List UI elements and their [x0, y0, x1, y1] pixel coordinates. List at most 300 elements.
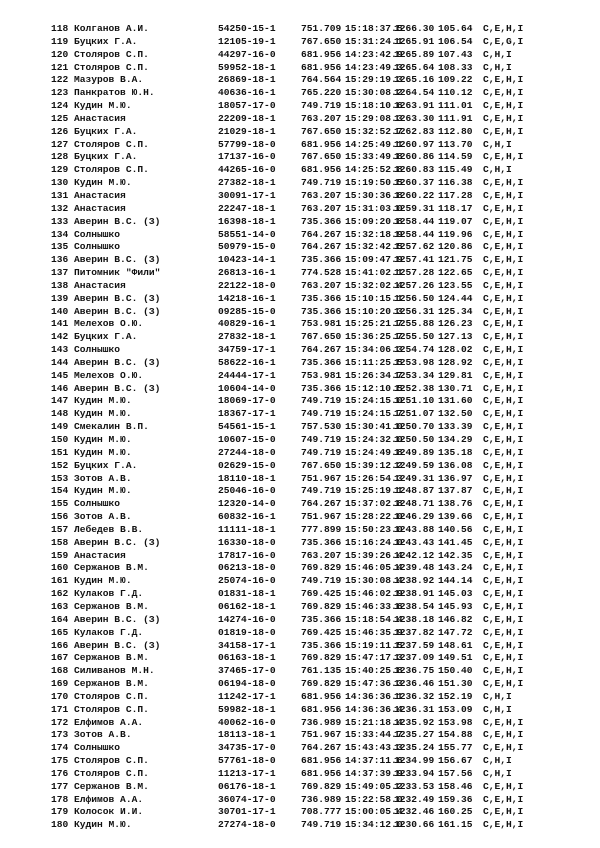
category-flags: C,E,H,I	[483, 408, 524, 420]
points-value: 149.51	[438, 652, 473, 664]
category-flags: C,H,I	[483, 703, 512, 715]
ring-number: 10423-14-1	[218, 254, 276, 266]
speed-value: 1235.27	[394, 729, 435, 741]
arrival-time: 15:46:02.9	[345, 588, 403, 600]
ring-number: 59952-18-1	[218, 61, 276, 73]
participant-name: Столяров С.П.	[74, 703, 149, 715]
distance-value: 749.719	[301, 395, 342, 407]
distance-value: 763.207	[301, 189, 342, 201]
speed-value: 1238.18	[394, 613, 435, 625]
ring-number: 16398-18-1	[218, 215, 276, 227]
points-value: 136.08	[438, 459, 473, 471]
points-value: 140.56	[438, 523, 473, 535]
speed-value: 1237.59	[394, 639, 435, 651]
distance-value: 757.530	[301, 421, 342, 433]
points-value: 145.03	[438, 588, 473, 600]
participant-name: Анастасия	[74, 202, 126, 214]
category-flags: C,E,H,I	[483, 292, 524, 304]
ring-number: 27274-18-0	[218, 819, 276, 831]
place-number: 176	[51, 767, 69, 779]
category-flags: C,E,H,I	[483, 613, 524, 625]
distance-value: 767.650	[301, 35, 342, 47]
category-flags: C,E,H,I	[483, 395, 524, 407]
points-value: 126.23	[438, 318, 473, 330]
ring-number: 40062-16-0	[218, 716, 276, 728]
distance-value: 767.650	[301, 151, 342, 163]
category-flags: C,E,H,I	[483, 562, 524, 574]
participant-name: Кудин М.Ю.	[74, 446, 132, 458]
ring-number: 30701-17-1	[218, 806, 276, 818]
place-number: 121	[51, 61, 69, 73]
category-flags: C,E,H,I	[483, 279, 524, 291]
category-flags: C,H,I	[483, 690, 512, 702]
speed-value: 1250.70	[394, 421, 435, 433]
points-value: 121.75	[438, 254, 473, 266]
ring-number: 16330-18-0	[218, 536, 276, 548]
ring-number: 58551-14-0	[218, 228, 276, 240]
category-flags: C,E,H,I	[483, 665, 524, 677]
category-flags: C,E,H,I	[483, 215, 524, 227]
points-value: 152.19	[438, 690, 473, 702]
distance-value: 681.956	[301, 138, 342, 150]
speed-value: 1238.92	[394, 575, 435, 587]
distance-value: 763.207	[301, 279, 342, 291]
distance-value: 735.366	[301, 356, 342, 368]
arrival-time: 15:33:49.8	[345, 151, 403, 163]
speed-value: 1256.50	[394, 292, 435, 304]
participant-name: Елфимов А.А.	[74, 716, 144, 728]
distance-value: 764.564	[301, 74, 342, 86]
speed-value: 1263.30	[394, 112, 435, 124]
arrival-time: 15:29:08.3	[345, 112, 403, 124]
place-number: 172	[51, 716, 69, 728]
speed-value: 1257.62	[394, 241, 435, 253]
arrival-time: 15:30:36.8	[345, 189, 403, 201]
distance-value: 735.366	[301, 639, 342, 651]
category-flags: C,E,H,I	[483, 549, 524, 561]
arrival-time: 15:32:42.5	[345, 241, 403, 253]
participant-name: Мазуров В.А.	[74, 74, 144, 86]
participant-name: Буцких Г.А.	[74, 459, 138, 471]
points-value: 117.28	[438, 189, 473, 201]
ring-number: 17817-16-0	[218, 549, 276, 561]
ring-number: 44297-16-0	[218, 48, 276, 60]
points-value: 111.91	[438, 112, 473, 124]
participant-name: Столяров С.П.	[74, 138, 149, 150]
arrival-time: 15:41:02.1	[345, 267, 403, 279]
points-value: 116.38	[438, 177, 473, 189]
category-flags: C,E,H,I	[483, 780, 524, 792]
place-number: 163	[51, 600, 69, 612]
distance-value: 769.829	[301, 678, 342, 690]
distance-value: 735.366	[301, 305, 342, 317]
ring-number: 25074-16-0	[218, 575, 276, 587]
arrival-time: 15:32:02.4	[345, 279, 403, 291]
category-flags: C,E,H,I	[483, 472, 524, 484]
points-value: 128.92	[438, 356, 473, 368]
category-flags: C,E,H,I	[483, 87, 524, 99]
ring-number: 18057-17-0	[218, 100, 276, 112]
participant-name: Анастасия	[74, 279, 126, 291]
points-value: 113.70	[438, 138, 473, 150]
points-value: 157.56	[438, 767, 473, 779]
points-value: 109.22	[438, 74, 473, 86]
arrival-time: 15:31:03.0	[345, 202, 403, 214]
speed-value: 1236.46	[394, 678, 435, 690]
speed-value: 1250.50	[394, 434, 435, 445]
ring-number: 02629-15-0	[218, 459, 276, 471]
ring-number: 44265-16-0	[218, 164, 276, 176]
category-flags: C,E,H,I	[483, 485, 524, 497]
participant-name: Кудин М.Ю.	[74, 395, 132, 407]
distance-value: 708.777	[301, 806, 342, 818]
speed-value: 1259.31	[394, 202, 435, 214]
distance-value: 735.366	[301, 254, 342, 266]
distance-value: 735.366	[301, 613, 342, 625]
place-number: 146	[51, 382, 69, 394]
place-number: 148	[51, 408, 69, 420]
ring-number: 34158-17-1	[218, 639, 276, 651]
place-number: 173	[51, 729, 69, 741]
category-flags: C,E,H,I	[483, 100, 524, 112]
category-flags: C,E,H,I	[483, 23, 524, 34]
place-number: 158	[51, 536, 69, 548]
distance-value: 749.719	[301, 819, 342, 831]
arrival-time: 15:31:24.1	[345, 35, 403, 47]
place-number: 132	[51, 202, 69, 214]
speed-value: 1238.91	[394, 588, 435, 600]
distance-value: 767.650	[301, 459, 342, 471]
arrival-time: 15:11:25.5	[345, 356, 403, 368]
distance-value: 769.425	[301, 626, 342, 638]
speed-value: 1260.86	[394, 151, 435, 163]
arrival-time: 15:00:05.4	[345, 806, 403, 818]
category-flags: C,E,H,I	[483, 819, 524, 831]
points-value: 123.55	[438, 279, 473, 291]
category-flags: C,H,I	[483, 138, 512, 150]
points-value: 131.60	[438, 395, 473, 407]
distance-value: 764.267	[301, 228, 342, 240]
ring-number: 34759-17-1	[218, 344, 276, 356]
participant-name: Солнышко	[74, 498, 121, 510]
ring-number: 06162-18-1	[218, 600, 276, 612]
place-number: 130	[51, 177, 69, 189]
place-number: 147	[51, 395, 69, 407]
participant-name: Аверин В.С. (З)	[74, 613, 161, 625]
points-value: 119.96	[438, 228, 473, 240]
speed-value: 1248.71	[394, 498, 435, 510]
points-value: 136.97	[438, 472, 473, 484]
ring-number: 37465-17-0	[218, 665, 276, 677]
place-number: 131	[51, 189, 69, 201]
arrival-time: 15:24:15.7	[345, 408, 403, 420]
participant-name: Смекалин В.П.	[74, 421, 149, 433]
arrival-time: 15:32:52.7	[345, 125, 403, 137]
place-number: 162	[51, 588, 69, 600]
speed-value: 1257.26	[394, 279, 435, 291]
points-value: 107.43	[438, 48, 473, 60]
distance-value: 681.956	[301, 755, 342, 767]
speed-value: 1265.89	[394, 48, 435, 60]
participant-name: Питомник "Фили"	[74, 267, 161, 279]
participant-name: Столяров С.П.	[74, 767, 149, 779]
distance-value: 681.956	[301, 690, 342, 702]
ring-number: 17137-16-0	[218, 151, 276, 163]
distance-value: 753.981	[301, 369, 342, 381]
arrival-time: 15:24:32.0	[345, 434, 403, 445]
ring-number: 58622-16-1	[218, 356, 276, 368]
distance-value: 763.207	[301, 202, 342, 214]
speed-value: 1249.31	[394, 472, 435, 484]
speed-value: 1266.30	[394, 23, 435, 34]
participant-name: Столяров С.П.	[74, 690, 149, 702]
distance-value: 777.899	[301, 523, 342, 535]
points-value: 118.17	[438, 202, 473, 214]
category-flags: C,E,H,I	[483, 600, 524, 612]
arrival-time: 15:26:54.3	[345, 472, 403, 484]
points-value: 148.61	[438, 639, 473, 651]
points-value: 142.35	[438, 549, 473, 561]
category-flags: C,E,H,I	[483, 241, 524, 253]
speed-value: 1243.88	[394, 523, 435, 535]
speed-value: 1257.41	[394, 254, 435, 266]
speed-value: 1232.49	[394, 793, 435, 805]
place-number: 134	[51, 228, 69, 240]
arrival-time: 15:28:22.0	[345, 511, 403, 523]
ring-number: 59982-18-1	[218, 703, 276, 715]
category-flags: C,E,H,I	[483, 678, 524, 690]
place-number: 159	[51, 549, 69, 561]
participant-name: Сержанов В.М.	[74, 652, 149, 664]
category-flags: C,E,H,I	[483, 125, 524, 137]
arrival-time: 14:23:49.3	[345, 61, 403, 73]
ring-number: 14218-16-1	[218, 292, 276, 304]
place-number: 145	[51, 369, 69, 381]
distance-value: 769.829	[301, 600, 342, 612]
place-number: 160	[51, 562, 69, 574]
distance-value: 767.650	[301, 331, 342, 343]
speed-value: 1260.37	[394, 177, 435, 189]
points-value: 151.30	[438, 678, 473, 690]
speed-value: 1253.98	[394, 356, 435, 368]
ring-number: 18069-17-0	[218, 395, 276, 407]
arrival-time: 15:49:05.2	[345, 780, 403, 792]
place-number: 142	[51, 331, 69, 343]
distance-value: 736.989	[301, 793, 342, 805]
participant-name: Зотов А.В.	[74, 472, 132, 484]
speed-value: 1265.91	[394, 35, 435, 47]
arrival-time: 15:18:37.5	[345, 23, 403, 34]
participant-name: Мелехов О.Ю.	[74, 369, 144, 381]
points-value: 105.64	[438, 23, 473, 34]
points-value: 153.98	[438, 716, 473, 728]
distance-value: 763.207	[301, 112, 342, 124]
ring-number: 50979-15-0	[218, 241, 276, 253]
category-flags: C,E,H,I	[483, 793, 524, 805]
category-flags: C,E,H,I	[483, 421, 524, 433]
participant-name: Сержанов В.М.	[74, 780, 149, 792]
points-value: 156.67	[438, 755, 473, 767]
place-number: 128	[51, 151, 69, 163]
ring-number: 27382-18-1	[218, 177, 276, 189]
points-value: 110.12	[438, 87, 473, 99]
distance-value: 767.650	[301, 125, 342, 137]
participant-name: Солнышко	[74, 228, 121, 240]
points-value: 134.29	[438, 434, 473, 445]
place-number: 123	[51, 87, 69, 99]
participant-name: Кудин М.Ю.	[74, 177, 132, 189]
points-value: 106.54	[438, 35, 473, 47]
participant-name: Кудин М.Ю.	[74, 575, 132, 587]
arrival-time: 15:16:24.0	[345, 536, 403, 548]
place-number: 175	[51, 755, 69, 767]
place-number: 138	[51, 279, 69, 291]
arrival-time: 14:37:11.6	[345, 755, 403, 767]
place-number: 150	[51, 434, 69, 445]
distance-value: 751.967	[301, 472, 342, 484]
place-number: 170	[51, 690, 69, 702]
place-number: 153	[51, 472, 69, 484]
ring-number: 36074-17-0	[218, 793, 276, 805]
speed-value: 1263.91	[394, 100, 435, 112]
speed-value: 1255.50	[394, 331, 435, 343]
distance-value: 751.967	[301, 511, 342, 523]
arrival-time: 15:43:43.3	[345, 742, 403, 754]
distance-value: 749.719	[301, 485, 342, 497]
category-flags: C,E,H,I	[483, 267, 524, 279]
participant-name: Столяров С.П.	[74, 61, 149, 73]
arrival-time: 14:25:49.1	[345, 138, 403, 150]
category-flags: C,E,H,I	[483, 536, 524, 548]
ring-number: 26869-18-1	[218, 74, 276, 86]
category-flags: C,E,H,I	[483, 202, 524, 214]
points-value: 144.14	[438, 575, 473, 587]
place-number: 122	[51, 74, 69, 86]
category-flags: C,E,H,I	[483, 652, 524, 664]
place-number: 137	[51, 267, 69, 279]
ring-number: 09285-15-0	[218, 305, 276, 317]
arrival-time: 14:37:39.9	[345, 767, 403, 779]
distance-value: 735.366	[301, 536, 342, 548]
category-flags: C,E,H,I	[483, 511, 524, 523]
participant-name: Кулаков Г.Д.	[74, 626, 144, 638]
points-value: 153.09	[438, 703, 473, 715]
speed-value: 1243.43	[394, 536, 435, 548]
arrival-time: 15:34:06.3	[345, 344, 403, 356]
ring-number: 01819-18-0	[218, 626, 276, 638]
participant-name: Аверин В.С. (З)	[74, 382, 161, 394]
distance-value: 736.989	[301, 716, 342, 728]
speed-value: 1235.92	[394, 716, 435, 728]
distance-value: 764.267	[301, 742, 342, 754]
place-number: 154	[51, 485, 69, 497]
distance-value: 681.956	[301, 48, 342, 60]
points-value: 135.18	[438, 446, 473, 458]
points-value: 129.81	[438, 369, 473, 381]
category-flags: C,E,H,I	[483, 575, 524, 587]
arrival-time: 14:36:36.1	[345, 690, 403, 702]
speed-value: 1237.09	[394, 652, 435, 664]
ring-number: 06213-18-0	[218, 562, 276, 574]
category-flags: C,E,H,I	[483, 344, 524, 356]
ring-number: 11111-18-1	[218, 523, 276, 535]
participant-name: Аверин В.С. (З)	[74, 292, 161, 304]
participant-name: Солнышко	[74, 241, 121, 253]
category-flags: C,E,H,I	[483, 228, 524, 240]
participant-name: Колосок И.И.	[74, 806, 144, 818]
distance-value: 751.967	[301, 729, 342, 741]
points-value: 125.34	[438, 305, 473, 317]
place-number: 127	[51, 138, 69, 150]
place-number: 171	[51, 703, 69, 715]
category-flags: C,H,I	[483, 48, 512, 60]
arrival-time: 15:46:05.4	[345, 562, 403, 574]
speed-value: 1236.75	[394, 665, 435, 677]
ring-number: 22209-18-1	[218, 112, 276, 124]
distance-value: 735.366	[301, 215, 342, 227]
ring-number: 60832-16-1	[218, 511, 276, 523]
participant-name: Силиванов М.Н.	[74, 665, 155, 677]
distance-value: 749.719	[301, 434, 342, 445]
category-flags: C,E,H,I	[483, 806, 524, 818]
place-number: 149	[51, 421, 69, 433]
participant-name: Колганов А.И.	[74, 23, 149, 34]
points-value: 161.15	[438, 819, 473, 831]
ring-number: 14274-16-0	[218, 613, 276, 625]
place-number: 155	[51, 498, 69, 510]
place-number: 180	[51, 819, 69, 831]
participant-name: Сержанов В.М.	[74, 600, 149, 612]
speed-value: 1230.66	[394, 819, 435, 831]
arrival-time: 15:40:25.8	[345, 665, 403, 677]
place-number: 135	[51, 241, 69, 253]
participant-name: Сержанов В.М.	[74, 678, 149, 690]
speed-value: 1252.38	[394, 382, 435, 394]
distance-value: 749.719	[301, 446, 342, 458]
category-flags: C,E,H,I	[483, 254, 524, 266]
points-value: 150.40	[438, 665, 473, 677]
arrival-time: 15:22:58.0	[345, 793, 403, 805]
points-value: 143.24	[438, 562, 473, 574]
arrival-time: 15:19:11.5	[345, 639, 403, 651]
distance-value: 681.956	[301, 164, 342, 176]
arrival-time: 15:10:15.1	[345, 292, 403, 304]
participant-name: Аверин В.С. (З)	[74, 305, 161, 317]
participant-name: Панкратов Ю.Н.	[74, 87, 155, 99]
ring-number: 06176-18-1	[218, 780, 276, 792]
ring-number: 18113-18-1	[218, 729, 276, 741]
arrival-time: 15:24:15.0	[345, 395, 403, 407]
speed-value: 1236.32	[394, 690, 435, 702]
distance-value: 681.956	[301, 61, 342, 73]
points-value: 147.72	[438, 626, 473, 638]
points-value: 127.13	[438, 331, 473, 343]
ring-number: 25046-16-0	[218, 485, 276, 497]
speed-value: 1258.44	[394, 215, 435, 227]
ring-number: 24444-17-1	[218, 369, 276, 381]
category-flags: C,E,H,I	[483, 74, 524, 86]
category-flags: C,E,H,I	[483, 716, 524, 728]
category-flags: C,H,I	[483, 767, 512, 779]
speed-value: 1235.24	[394, 742, 435, 754]
place-number: 125	[51, 112, 69, 124]
distance-value: 735.366	[301, 292, 342, 304]
place-number: 141	[51, 318, 69, 330]
distance-value: 763.207	[301, 549, 342, 561]
arrival-time: 15:09:47.9	[345, 254, 403, 266]
arrival-time: 15:39:12.2	[345, 459, 403, 471]
points-value: 112.80	[438, 125, 473, 137]
